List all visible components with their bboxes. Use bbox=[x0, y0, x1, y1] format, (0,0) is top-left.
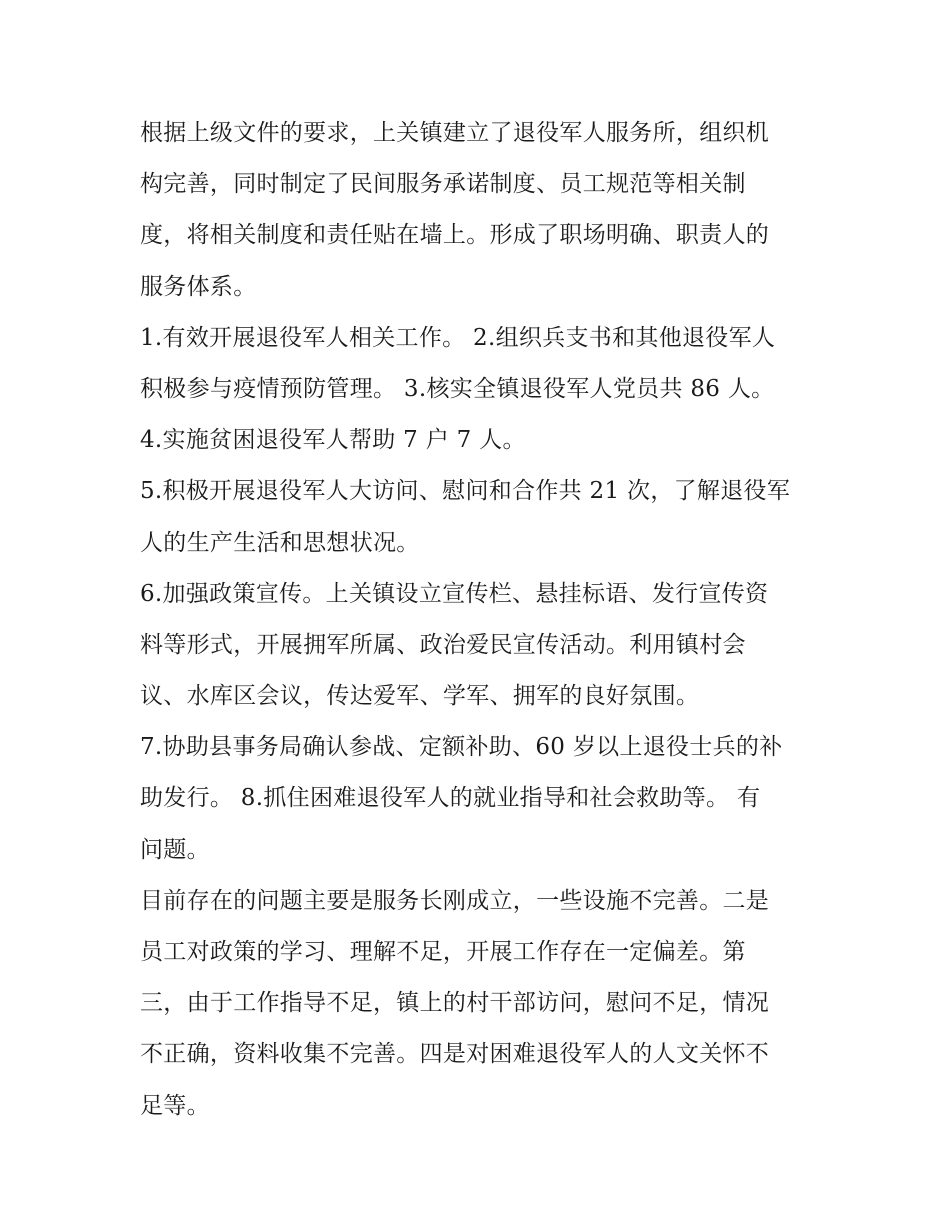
text-line: 7.协助县事务局确认参战、定额补助、60 岁以上退役士兵的补 bbox=[140, 734, 783, 761]
text-line: 1.有效开展退役军人相关工作。 2.组织兵支书和其他退役军人 bbox=[140, 324, 776, 351]
text-line: 足等。 bbox=[140, 1092, 210, 1119]
text-line: 度，将相关制度和责任贴在墙上。形成了职场明确、职责人的 bbox=[140, 222, 770, 249]
text-line: 构完善，同时制定了民间服务承诺制度、员工规范等相关制 bbox=[140, 171, 746, 198]
text-line: 人的生产生活和思想状况。 bbox=[140, 529, 420, 556]
text-line: 6.加强政策宣传。上关镇设立宣传栏、悬挂标语、发行宣传资 bbox=[140, 580, 769, 607]
text-line: 议、水库区会议，传达爱军、学军、拥军的良好氛围。 bbox=[140, 683, 700, 710]
text-line: 三，由于工作指导不足，镇上的村干部访问，慰问不足，情况 bbox=[140, 990, 770, 1017]
text-line: 料等形式，开展拥军所属、政治爱民宣传活动。利用镇村会 bbox=[140, 631, 746, 658]
text-line: 问题。 bbox=[140, 836, 210, 863]
text-line: 员工对政策的学习、理解不足，开展工作存在一定偏差。第 bbox=[140, 939, 746, 965]
text-line: 助发行。 8.抓住困难退役军人的就业指导和社会救助等。 有 bbox=[140, 785, 761, 812]
text-line: 积极参与疫情预防管理。 3.核实全镇退役军人党员共 86 人。 bbox=[140, 375, 775, 402]
text-line: 5.积极开展退役军人大访问、慰问和合作共 21 次，了解退役军 bbox=[140, 478, 791, 505]
text-line: 不正确，资料收集不完善。四是对困难退役军人的人文关怀不 bbox=[140, 1041, 770, 1068]
body-text bbox=[140, 108, 820, 1132]
text-line: 服务体系。 bbox=[140, 273, 257, 300]
text-line: 根据上级文件的要求，上关镇建立了退役军人服务所，组织机 bbox=[140, 120, 770, 146]
text-line: 目前存在的问题主要是服务长刚成立，一些设施不完善。二是 bbox=[140, 887, 770, 914]
text-line: 4.实施贫困退役军人帮助 7 户 7 人。 bbox=[140, 427, 526, 454]
